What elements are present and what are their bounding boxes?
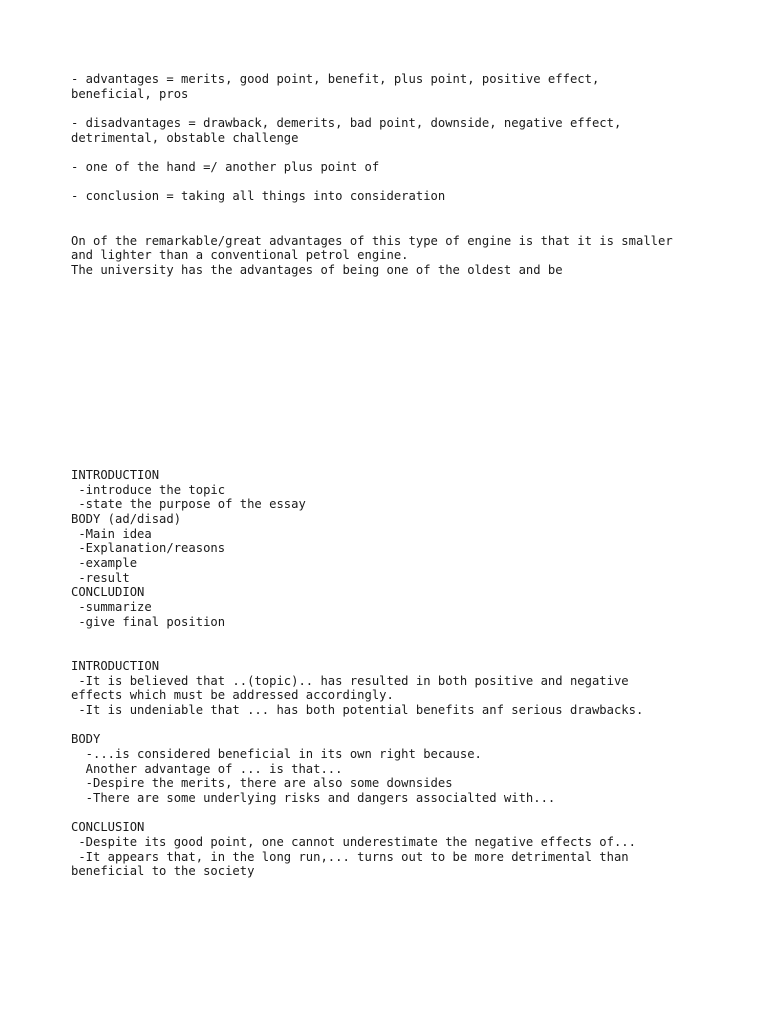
- outline-body-item: -Explanation/reasons: [71, 541, 226, 555]
- template-introduction-line: -It is undeniable that ... has both potential benefits anf serious drawbacks.: [71, 703, 644, 717]
- example-line-3: The university has the advantages of being one of the oldest and be: [71, 263, 563, 277]
- template-introduction-line: -It is believed that ..(topic).. has resulted in both positive and negative: [71, 674, 629, 688]
- outline-introduction-heading: INTRODUCTION: [71, 468, 160, 482]
- vocab-advantages-line-2: beneficial, pros: [71, 87, 189, 101]
- outline-body-item: -result: [71, 571, 130, 585]
- template-conclusion-line: beneficial to the society: [71, 864, 255, 878]
- template-conclusion-line: -It appears that, in the long run,... turns out to be more detrimental than: [71, 850, 629, 864]
- template-introduction-line: effects which must be addressed accordingly.: [71, 688, 394, 702]
- outline-conclusion-item: -summarize: [71, 600, 152, 614]
- template-body-line: -...is considered beneficial in its own right because.: [71, 747, 482, 761]
- outline-body-item: -Main idea: [71, 527, 152, 541]
- template-introduction-heading: INTRODUCTION: [71, 659, 160, 673]
- template-body-heading: BODY: [71, 732, 101, 746]
- template-body-line: Another advantage of ... is that...: [71, 762, 343, 776]
- template-conclusion-line: -Despite its good point, one cannot underestimate the negative effects of...: [71, 835, 636, 849]
- outline-body-heading: BODY (ad/disad): [71, 512, 182, 526]
- outline-introduction-item: -state the purpose of the essay: [71, 497, 306, 511]
- example-line-1: On of the remarkable/great advantages of this type of engine is that it is smaller: [71, 234, 673, 248]
- example-line-2: and lighter than a conventional petrol engine.: [71, 248, 409, 262]
- template-body-line: -There are some underlying risks and dangers associalted with...: [71, 791, 556, 805]
- vocab-one-hand-line: - one of the hand =/ another plus point of: [71, 160, 380, 174]
- vocab-disadvantages-line-1: - disadvantages = drawback, demerits, bad point, downside, negative effect,: [71, 116, 622, 130]
- vocab-conclusion-line: - conclusion = taking all things into consideration: [71, 189, 446, 203]
- template-body-line: -Despire the merits, there are also some downsides: [71, 776, 453, 790]
- outline-introduction-item: -introduce the topic: [71, 483, 226, 497]
- outline-body-item: -example: [71, 556, 138, 570]
- outline-conclusion-item: -give final position: [71, 615, 226, 629]
- vocab-advantages-line-1: - advantages = merits, good point, benefit, plus point, positive effect,: [71, 72, 600, 86]
- outline-conclusion-heading: CONCLUDION: [71, 585, 145, 599]
- vocab-disadvantages-line-2: detrimental, obstable challenge: [71, 131, 299, 145]
- template-conclusion-heading: CONCLUSION: [71, 820, 145, 834]
